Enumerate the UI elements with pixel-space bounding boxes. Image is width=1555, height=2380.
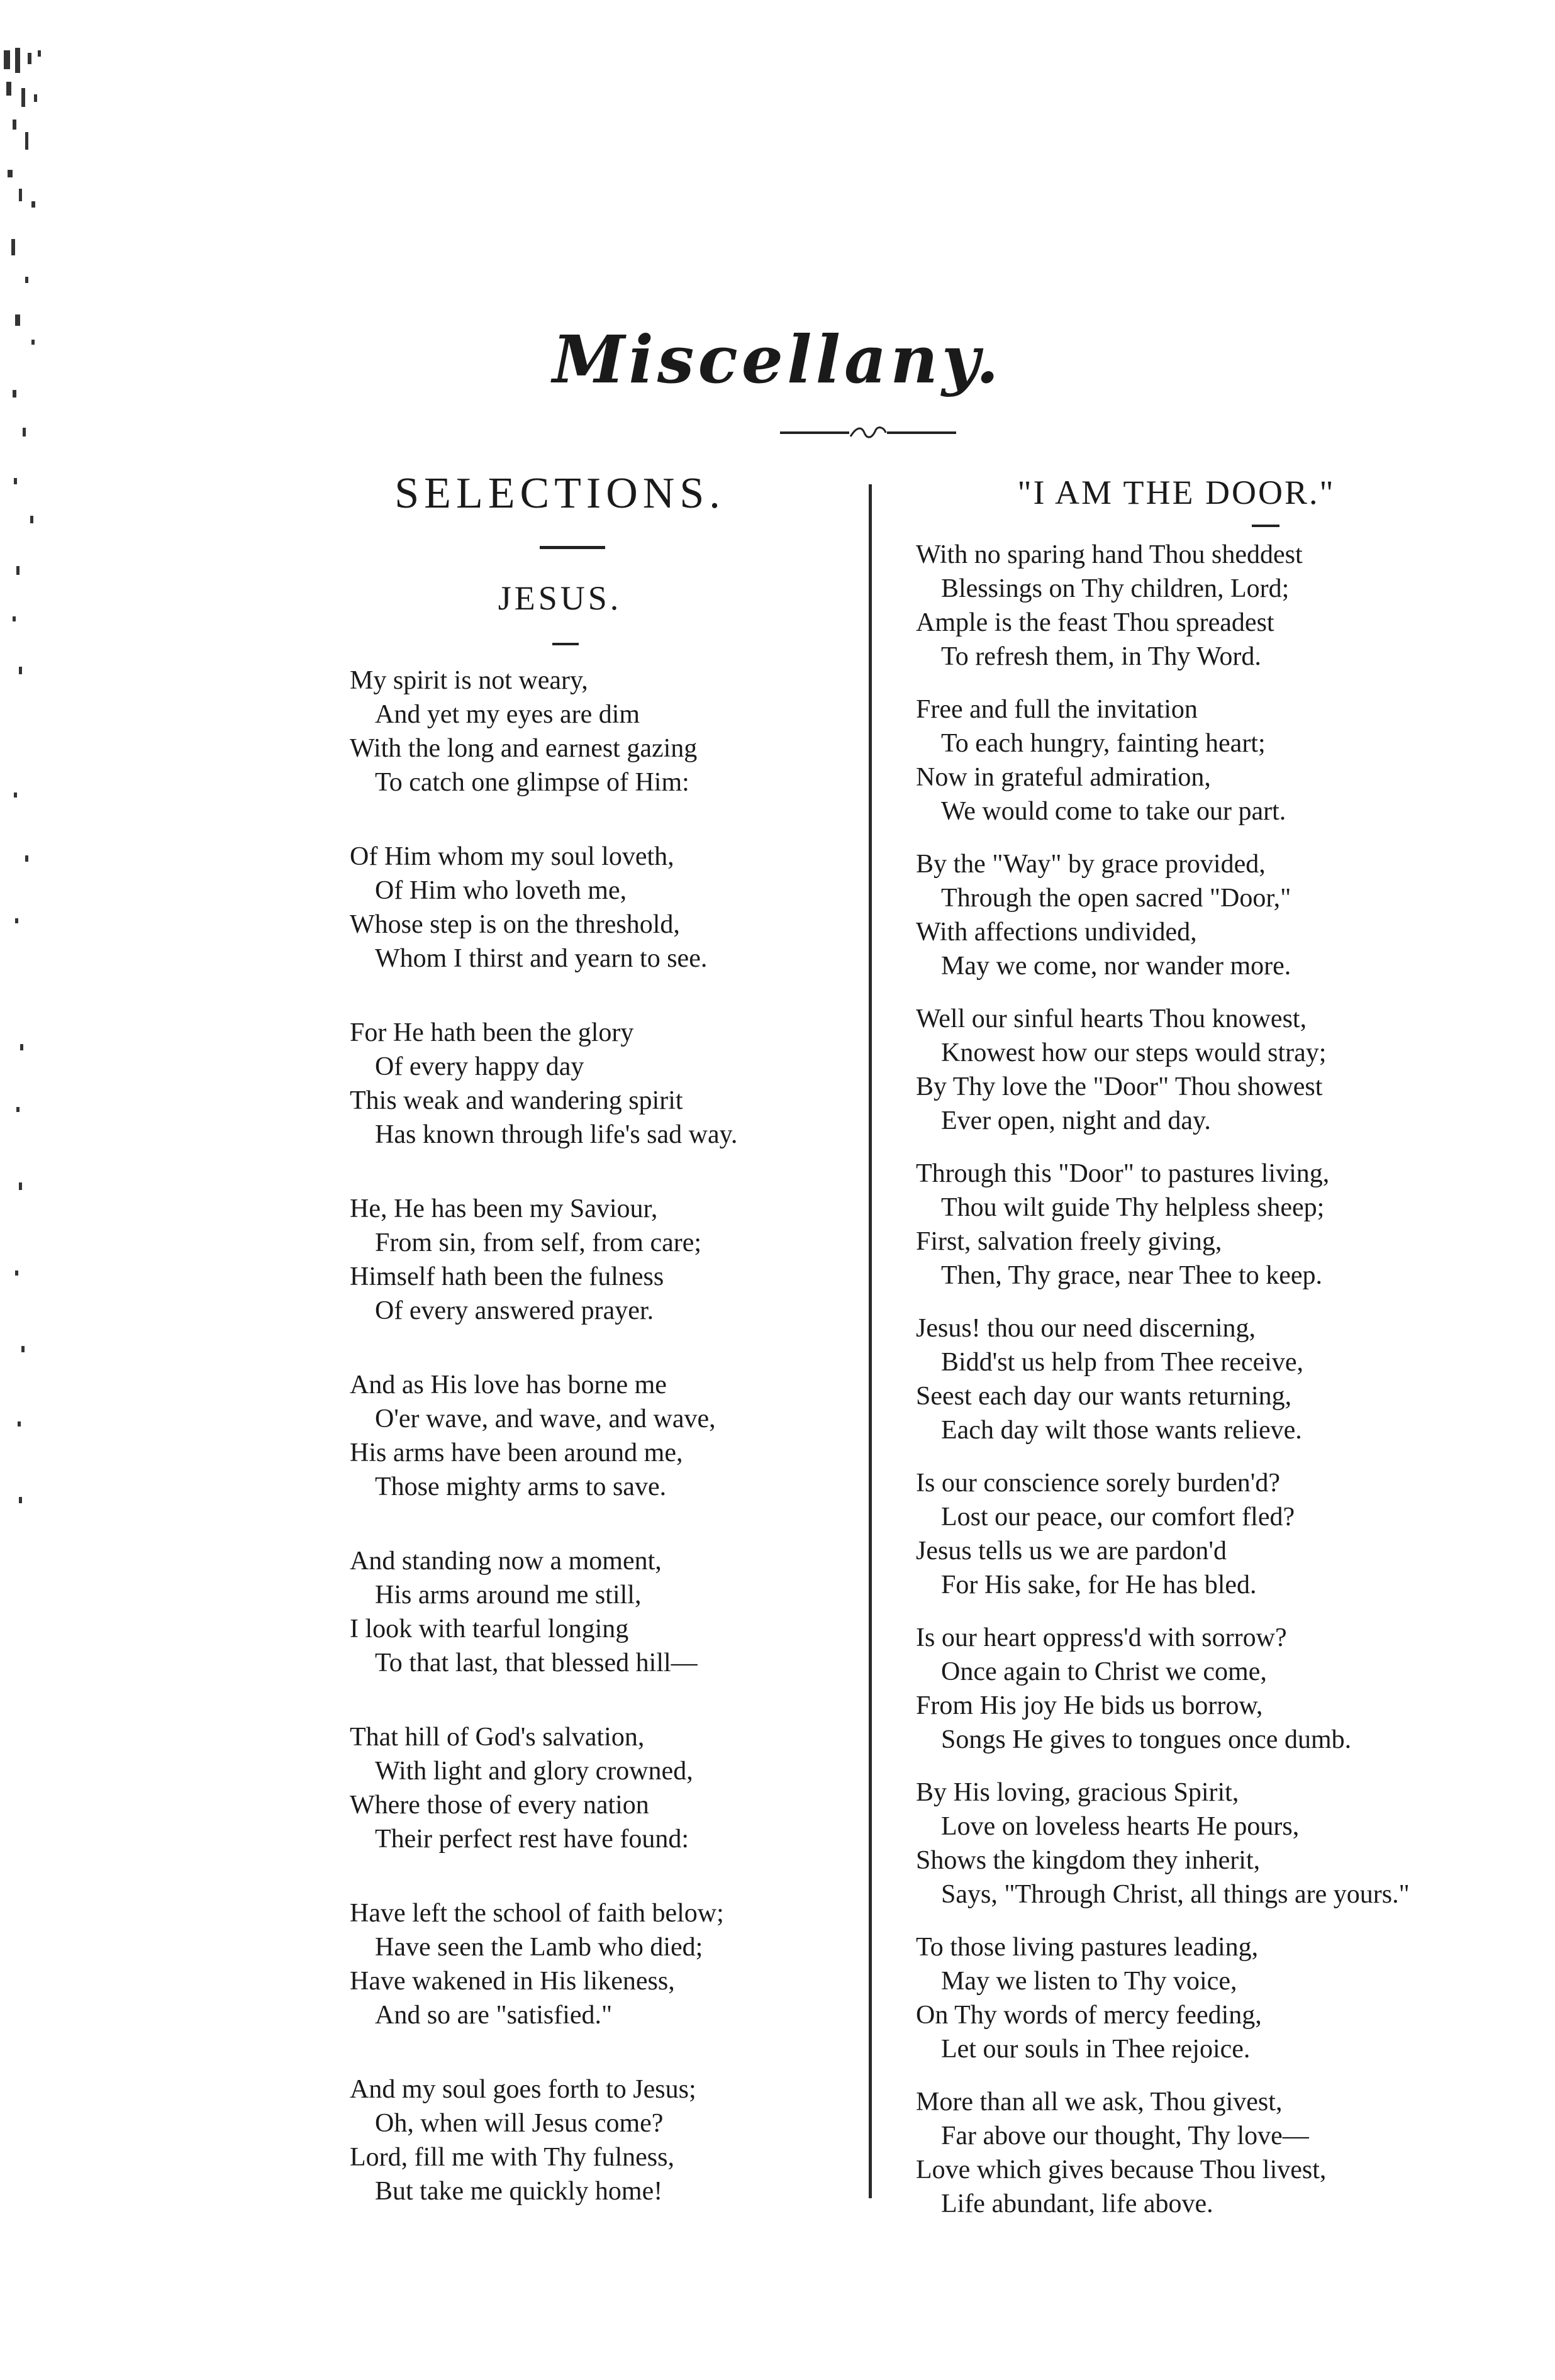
stanza — [916, 847, 1469, 983]
poem-line: Of Him whom my soul loveth, — [350, 842, 674, 871]
poem-line: And so are "satisfied." — [375, 2001, 613, 2030]
stanza — [916, 1776, 1469, 1911]
stanza — [350, 1896, 840, 2032]
poem-line: Then, Thy grace, near Thee to keep. — [941, 1261, 1323, 1290]
poem-line: With no sparing hand Thou sheddest — [916, 540, 1303, 569]
poem-line: Have left the school of faith below; — [350, 1899, 724, 1928]
stanza — [916, 1930, 1469, 2066]
poem-line: Knowest how our steps would stray; — [941, 1038, 1327, 1067]
poem-line: We would come to take our part. — [941, 797, 1286, 826]
poem-line: His arms around me still, — [375, 1581, 642, 1610]
poem-line: Lord, fill me with Thy fulness, — [350, 2143, 674, 2172]
poem-line: Ample is the feast Thou spreadest — [916, 608, 1274, 637]
stanza — [916, 1002, 1469, 1138]
poem-line: By His loving, gracious Spirit, — [916, 1778, 1239, 1807]
poem-line: To those living pastures leading, — [916, 1933, 1259, 1962]
poem-line: Ever open, night and day. — [941, 1106, 1211, 1135]
stanza — [350, 1368, 840, 1504]
poem-line: That hill of God's salvation, — [350, 1723, 645, 1752]
stanza — [916, 1621, 1469, 1757]
poem-line: With light and glory crowned, — [375, 1757, 693, 1786]
section-title: SELECTIONS. — [394, 469, 725, 518]
poem-line: Of Him who loveth me, — [375, 876, 627, 905]
poem-line: To that last, that blessed hill— — [375, 1649, 698, 1677]
poem-line: Jesus! thou our need discerning, — [916, 1314, 1256, 1343]
poem-line: Well our sinful hearts Thou knowest, — [916, 1004, 1307, 1033]
poem-line: On Thy words of mercy feeding, — [916, 2001, 1262, 2030]
poem-line: To refresh them, in Thy Word. — [941, 642, 1261, 671]
poem-line: From His joy He bids us borrow, — [916, 1691, 1263, 1720]
stanza — [350, 1192, 840, 1328]
poem-line: For He hath been the glory — [350, 1018, 634, 1047]
poem-line: Bidd'st us help from Thee receive, — [941, 1348, 1303, 1377]
poem-line: This weak and wandering spirit — [350, 1086, 683, 1115]
poem-line: Whose step is on the threshold, — [350, 910, 680, 939]
poem-line: Seest each day our wants returning, — [916, 1382, 1292, 1411]
stanza — [350, 2072, 840, 2208]
poem-line: Is our heart oppress'd with sorrow? — [916, 1623, 1287, 1652]
stanza — [916, 1466, 1469, 1602]
poem-i-am-the-door — [916, 538, 1469, 2240]
poem-jesus — [350, 664, 840, 2249]
poem-line: May we listen to Thy voice, — [941, 1967, 1237, 1996]
poem-line: From sin, from self, from care; — [375, 1228, 702, 1257]
poem-line: And standing now a moment, — [350, 1547, 662, 1576]
poem-line: Has known through life's sad way. — [375, 1120, 738, 1149]
stanza — [916, 538, 1469, 674]
poem-line: Those mighty arms to save. — [375, 1472, 667, 1501]
poem-line: He, He has been my Saviour, — [350, 1194, 658, 1223]
poem-line: Have seen the Lamb who died; — [375, 1933, 703, 1962]
stanza — [350, 1720, 840, 1856]
section-rule — [540, 546, 605, 549]
poem-line: By Thy love the "Door" Thou showest — [916, 1072, 1323, 1101]
poem-line: Songs He gives to tongues once dumb. — [941, 1725, 1352, 1754]
poem-line: And as His love has borne me — [350, 1371, 667, 1399]
poem-line: First, salvation freely giving, — [916, 1227, 1222, 1256]
poem-line: Shows the kingdom they inherit, — [916, 1846, 1261, 1875]
poem-line: With the long and earnest gazing — [350, 734, 698, 763]
poem-line: Himself hath been the fulness — [350, 1262, 664, 1291]
stanza — [916, 1311, 1469, 1447]
poem-rule — [1252, 525, 1279, 527]
poem-title-jesus: JESUS. — [498, 579, 622, 617]
poem-line: Life abundant, life above. — [941, 2189, 1213, 2218]
poem-line: Once again to Christ we come, — [941, 1657, 1267, 1686]
poem-line: May we come, nor wander more. — [941, 952, 1291, 981]
poem-line: Through the open sacred "Door," — [941, 884, 1291, 913]
poem-line: To catch one glimpse of Him: — [375, 768, 689, 797]
poem-line: Free and full the invitation — [916, 695, 1198, 724]
stanza — [916, 692, 1469, 828]
poem-line: O'er wave, and wave, and wave, — [375, 1404, 716, 1433]
poem-line: His arms have been around me, — [350, 1438, 683, 1467]
poem-line: To each hungry, fainting heart; — [941, 729, 1266, 758]
poem-line: Lost our peace, our comfort fled? — [941, 1503, 1295, 1532]
poem-line: Where those of every nation — [350, 1791, 649, 1820]
poem-line: Love on loveless hearts He pours, — [941, 1812, 1300, 1841]
poem-line: But take me quickly home! — [375, 2177, 663, 2206]
poem-rule — [552, 643, 579, 645]
stanza — [916, 2085, 1469, 2221]
poem-line: Of every happy day — [375, 1052, 584, 1081]
poem-line: Far above our thought, Thy love— — [941, 2121, 1309, 2150]
poem-line: Each day wilt those wants relieve. — [941, 1416, 1302, 1445]
poem-line: Is our conscience sorely burden'd? — [916, 1469, 1281, 1498]
poem-line: Of every answered prayer. — [375, 1296, 654, 1325]
poem-line: Whom I thirst and yearn to see. — [375, 944, 708, 973]
poem-line: Says, "Through Christ, all things are yours." — [941, 1880, 1410, 1909]
poem-line: And my soul goes forth to Jesus; — [350, 2075, 696, 2104]
page-heading: Miscellany. — [552, 321, 1003, 398]
poem-line: Have wakened in His likeness, — [350, 1967, 675, 1996]
poem-line: I look with tearful longing — [350, 1615, 629, 1643]
stanza — [350, 1544, 840, 1680]
poem-line: Let our souls in Thee rejoice. — [941, 2035, 1251, 2064]
poem-line: Love which gives because Thou livest, — [916, 2155, 1327, 2184]
ornamental-flourish — [780, 425, 956, 440]
poem-line: More than all we ask, Thou givest, — [916, 2088, 1283, 2116]
stanza — [350, 840, 840, 976]
poem-title-door: "I AM THE DOOR." — [1017, 474, 1335, 511]
poem-line: By the "Way" by grace provided, — [916, 850, 1266, 879]
poem-line: And yet my eyes are dim — [375, 700, 640, 729]
poem-line: Oh, when will Jesus come? — [375, 2109, 664, 2138]
stanza — [916, 1157, 1469, 1293]
poem-line: Through this "Door" to pastures living, — [916, 1159, 1330, 1188]
stanza — [350, 664, 840, 799]
column-divider — [869, 484, 872, 2198]
stanza — [350, 1016, 840, 1152]
poem-line: Blessings on Thy children, Lord; — [941, 574, 1290, 603]
margin-specks — [0, 38, 69, 1547]
poem-line: Thou wilt guide Thy helpless sheep; — [941, 1193, 1325, 1222]
poem-line: Now in grateful admiration, — [916, 763, 1211, 792]
poem-line: For His sake, for He has bled. — [941, 1571, 1257, 1599]
poem-line: Their perfect rest have found: — [375, 1825, 689, 1854]
poem-line: My spirit is not weary, — [350, 666, 588, 695]
poem-line: Jesus tells us we are pardon'd — [916, 1537, 1227, 1565]
poem-line: With affections undivided, — [916, 918, 1197, 947]
